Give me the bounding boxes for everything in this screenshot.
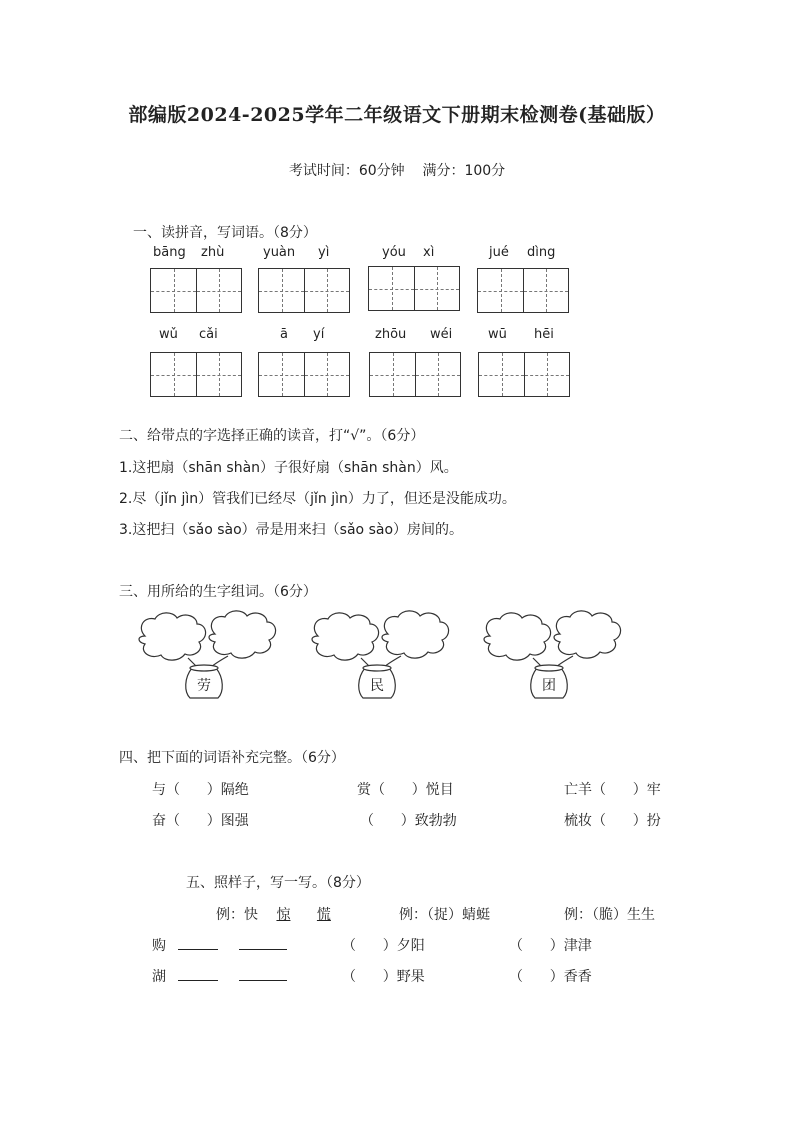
exam-info: 考试时间：60分钟 满分：100分 <box>288 163 506 179</box>
pinyin: dìng <box>527 245 556 260</box>
pinyin: ā <box>280 327 288 342</box>
idiom-6: 梳妆（ ）扮 <box>564 813 661 829</box>
example-1-word1: 惊 <box>276 907 291 923</box>
exercise-mid-1: （ ）夕阳 <box>342 938 425 954</box>
section2-heading: 二、给带点的字选择正确的读音，打“√”。（6分） <box>119 428 425 444</box>
section5-heading: 五、照样子，写一写。（8分） <box>186 875 370 891</box>
idiom-5: （ ）致勃勃 <box>360 813 457 829</box>
writing-grid[interactable] <box>258 352 350 397</box>
section4-heading: 四、把下面的词语补充完整。（6分） <box>119 750 345 766</box>
answer-blank[interactable] <box>239 935 287 950</box>
pinyin: zhù <box>201 245 225 260</box>
writing-grid[interactable] <box>477 268 569 313</box>
writing-grid[interactable] <box>150 268 242 313</box>
pinyin: zhōu <box>375 327 407 342</box>
example-3: 例：（脆）生生 <box>564 907 655 923</box>
idiom-4: 奋（ ）图强 <box>152 813 249 829</box>
tree-char-2: 民 <box>370 678 384 694</box>
writing-grid[interactable] <box>369 352 461 397</box>
exercise-row-2 <box>152 966 287 986</box>
exercise-right-2: （ ）香香 <box>509 969 592 985</box>
answer-blank[interactable] <box>178 966 218 981</box>
pinyin: cǎi <box>199 327 218 342</box>
question-line-2: 2.尽（jǐn jìn）管我们已经尽（jǐn jìn）力了，但还是没能成功。 <box>119 491 516 507</box>
tree-char-3: 团 <box>542 678 556 694</box>
pinyin: jué <box>489 245 509 260</box>
writing-grid[interactable] <box>150 352 242 397</box>
pinyin: wū <box>488 327 507 342</box>
exercise-row-1 <box>152 935 287 955</box>
idiom-3: 亡羊（ ）牢 <box>564 782 661 798</box>
writing-grid[interactable] <box>478 352 570 397</box>
exercise-right-1: （ ）津津 <box>509 938 592 954</box>
section1-heading: 一、读拼音，写词语。（8分） <box>133 225 317 241</box>
page-title: 部编版2024-2025学年二年级语文下册期末检测卷(基础版） <box>128 104 666 126</box>
pinyin: hēi <box>534 327 554 342</box>
idiom-1: 与（ ）隔绝 <box>152 782 249 798</box>
pinyin: yì <box>318 245 330 260</box>
example-1-label: 例：快 <box>216 907 258 923</box>
pinyin: yóu <box>382 245 406 260</box>
exercise-char-2: 湖 <box>152 969 166 985</box>
word-tree-illustrations <box>130 608 630 704</box>
exercise-char-1: 购 <box>152 938 166 954</box>
idiom-2: 赏（ ）悦目 <box>357 782 454 798</box>
pinyin: xì <box>423 245 435 260</box>
pinyin: yuàn <box>263 245 296 260</box>
writing-grid[interactable] <box>368 266 460 311</box>
section3-heading: 三、用所给的生字组词。（6分） <box>119 584 317 600</box>
exercise-mid-2: （ ）野果 <box>342 969 425 985</box>
pinyin: yí <box>313 327 325 342</box>
pinyin: wéi <box>430 327 453 342</box>
question-line-1: 1.这把扇（shān shàn）子很好扇（shān shàn）风。 <box>119 460 458 476</box>
writing-grid[interactable] <box>258 268 350 313</box>
pinyin: wǔ <box>159 327 178 342</box>
example-2: 例：（捉）蜻蜓 <box>399 907 490 923</box>
pinyin: bāng <box>153 245 186 260</box>
example-1 <box>216 904 331 924</box>
question-line-3: 3.这把扫（sǎo sào）帚是用来扫（sǎo sào）房间的。 <box>119 522 464 538</box>
answer-blank[interactable] <box>239 966 287 981</box>
tree-char-1: 劳 <box>197 678 211 694</box>
answer-blank[interactable] <box>178 935 218 950</box>
example-1-word2: 慌 <box>316 907 331 923</box>
